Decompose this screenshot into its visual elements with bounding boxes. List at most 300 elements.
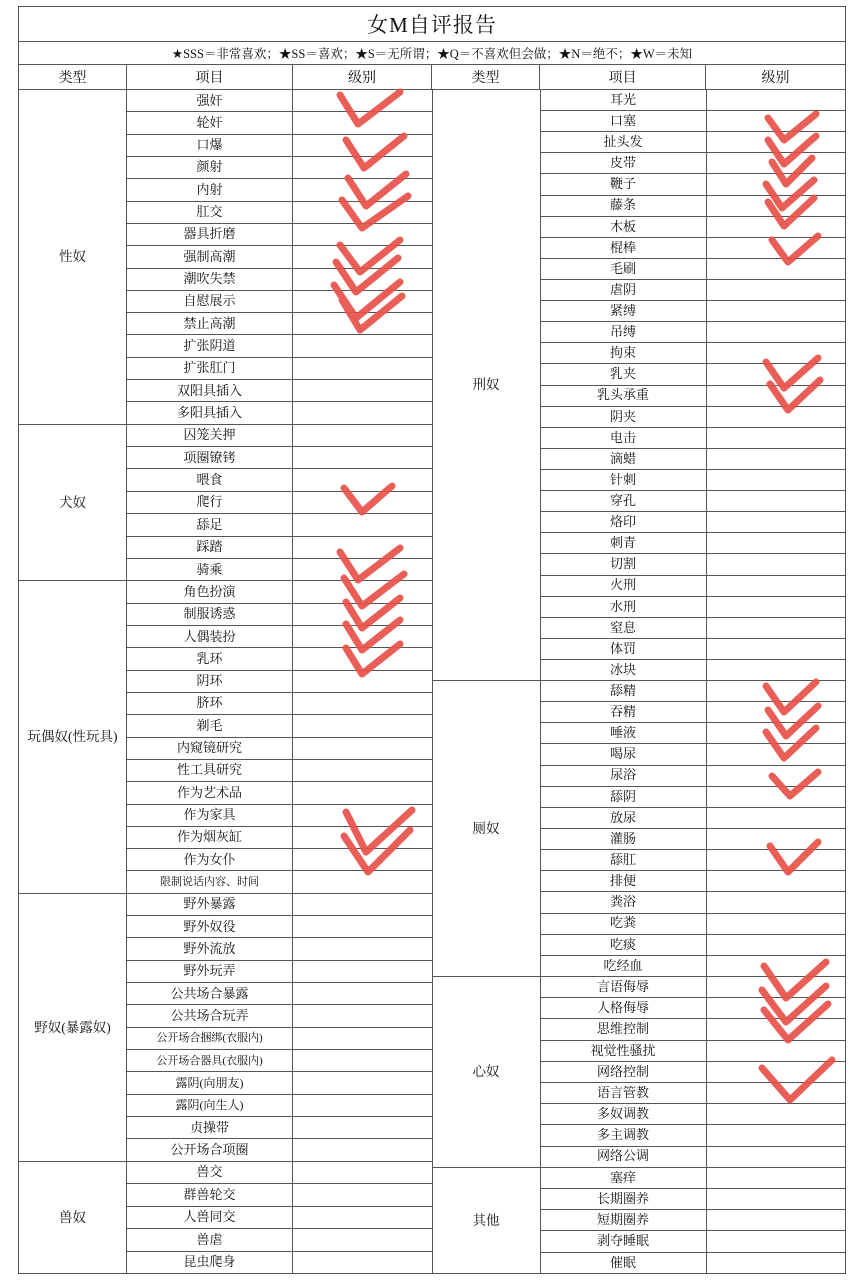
item-name-cell: 毛刷: [541, 259, 707, 279]
category-rows: [541, 90, 846, 680]
table-row: [127, 961, 432, 983]
level-cell[interactable]: [293, 1117, 432, 1138]
table-row: [541, 1083, 846, 1104]
level-cell[interactable]: [293, 671, 432, 692]
table-row: [541, 1168, 846, 1189]
level-cell[interactable]: [707, 871, 846, 891]
category-rows: [127, 90, 432, 424]
table-row: [541, 744, 846, 765]
category-type-cell: 兽奴: [19, 1162, 127, 1273]
level-cell[interactable]: [707, 322, 846, 342]
table-row: [541, 1019, 846, 1040]
table-row: [127, 246, 432, 268]
table-row: [127, 894, 432, 916]
level-cell[interactable]: [707, 238, 846, 258]
level-cell[interactable]: [293, 1050, 432, 1071]
table-row: [541, 470, 846, 491]
header-type-right: 类型: [432, 65, 540, 89]
table-row: [541, 850, 846, 871]
level-cell[interactable]: [707, 491, 846, 511]
item-name-cell: 扩张肛门: [127, 358, 293, 379]
level-cell[interactable]: [707, 1062, 846, 1082]
item-name-cell: 短期圈养: [541, 1210, 707, 1230]
table-row: [541, 217, 846, 238]
level-cell[interactable]: [293, 938, 432, 959]
table-row: [127, 715, 432, 737]
table-row: [541, 301, 846, 322]
table-row: [541, 428, 846, 449]
item-name-cell: 扩张阴道: [127, 335, 293, 356]
level-cell[interactable]: [707, 1019, 846, 1039]
table-row: [127, 425, 432, 447]
level-cell[interactable]: [707, 829, 846, 849]
category-type-cell: 厕奴: [433, 681, 541, 976]
table-row: [127, 1139, 432, 1160]
level-cell[interactable]: [293, 447, 432, 468]
item-name-cell: 野外暴露: [127, 894, 293, 915]
legend-row: [19, 42, 845, 65]
item-name-cell: 兽交: [127, 1162, 293, 1183]
item-name-cell: 人兽同交: [127, 1207, 293, 1228]
level-cell[interactable]: [293, 894, 432, 915]
level-cell[interactable]: [707, 850, 846, 870]
table-row: [541, 1210, 846, 1231]
level-cell[interactable]: [293, 135, 432, 156]
level-cell[interactable]: [707, 259, 846, 279]
level-cell[interactable]: [707, 576, 846, 596]
level-cell[interactable]: [293, 581, 432, 602]
level-cell[interactable]: [707, 1041, 846, 1061]
item-name-cell: 棍棒: [541, 238, 707, 258]
level-cell[interactable]: [707, 111, 846, 131]
table-row: [541, 90, 846, 111]
level-cell[interactable]: [707, 174, 846, 194]
item-name-cell: 刺青: [541, 533, 707, 553]
table-row: [541, 322, 846, 343]
item-name-cell: 口塞: [541, 111, 707, 131]
category-rows: [127, 894, 432, 1161]
table-row: [541, 449, 846, 470]
level-cell[interactable]: [707, 1125, 846, 1145]
item-name-cell: 多阳具插入: [127, 402, 293, 423]
table-row: [127, 112, 432, 134]
item-name-cell: 吊缚: [541, 322, 707, 342]
level-cell[interactable]: [293, 425, 432, 446]
level-cell[interactable]: [293, 849, 432, 870]
table-row: [541, 1253, 846, 1273]
table-row: [127, 559, 432, 580]
table-row: [541, 829, 846, 850]
item-name-cell: 舔足: [127, 514, 293, 535]
level-cell[interactable]: [293, 402, 432, 423]
level-cell[interactable]: [293, 626, 432, 647]
item-name-cell: 虐阴: [541, 280, 707, 300]
level-cell[interactable]: [707, 1168, 846, 1188]
table-row: [541, 702, 846, 723]
level-cell[interactable]: [707, 1210, 846, 1230]
table-row: [541, 407, 846, 428]
table-row: [541, 597, 846, 618]
table-row: [541, 238, 846, 259]
table-row: [541, 892, 846, 913]
table-row: [541, 196, 846, 217]
level-cell[interactable]: [707, 343, 846, 363]
table-row: [541, 618, 846, 639]
item-name-cell: 排便: [541, 871, 707, 891]
item-name-cell: 针刺: [541, 470, 707, 490]
table-row: [541, 808, 846, 829]
item-name-cell: 乳夹: [541, 364, 707, 384]
level-cell[interactable]: [707, 217, 846, 237]
level-cell[interactable]: [293, 291, 432, 312]
level-cell[interactable]: [707, 153, 846, 173]
level-cell[interactable]: [293, 961, 432, 982]
table-row: [541, 1147, 846, 1167]
item-name-cell: 器具折磨: [127, 224, 293, 245]
item-name-cell: 公开场合项圈: [127, 1139, 293, 1160]
level-cell[interactable]: [707, 301, 846, 321]
level-cell[interactable]: [293, 805, 432, 826]
level-cell[interactable]: [707, 744, 846, 764]
category-type-cell: 犬奴: [19, 425, 127, 581]
item-name-cell: 兽虐: [127, 1229, 293, 1250]
category-rows: [127, 1162, 432, 1273]
level-cell[interactable]: [707, 808, 846, 828]
table-row: [127, 1117, 432, 1139]
level-cell[interactable]: [707, 618, 846, 638]
level-cell[interactable]: [293, 269, 432, 290]
category-type-cell: 其他: [433, 1168, 541, 1273]
item-name-cell: 耳光: [541, 90, 707, 110]
item-name-cell: 轮奸: [127, 112, 293, 133]
level-cell[interactable]: [707, 386, 846, 406]
table-row: [127, 1207, 432, 1229]
level-cell[interactable]: [293, 1252, 432, 1273]
level-cell[interactable]: [707, 723, 846, 743]
table-row: [127, 849, 432, 871]
table-row: [127, 380, 432, 402]
item-name-cell: 露阴(向朋友): [127, 1072, 293, 1093]
item-name-cell: 藤条: [541, 196, 707, 216]
item-name-cell: 催眠: [541, 1253, 707, 1273]
table-row: [541, 576, 846, 597]
level-cell[interactable]: [293, 827, 432, 848]
category-rows: [541, 977, 846, 1167]
level-cell[interactable]: [293, 1028, 432, 1049]
table-row: [127, 1005, 432, 1027]
item-name-cell: 长期圈养: [541, 1189, 707, 1209]
table-row: [541, 681, 846, 702]
level-cell[interactable]: [707, 1104, 846, 1124]
table-row: [127, 1095, 432, 1117]
item-name-cell: 贞操带: [127, 1117, 293, 1138]
item-name-cell: 作为艺术品: [127, 782, 293, 803]
item-name-cell: 皮带: [541, 153, 707, 173]
level-cell[interactable]: [293, 916, 432, 937]
level-cell[interactable]: [293, 492, 432, 513]
level-cell[interactable]: [293, 648, 432, 669]
level-cell[interactable]: [707, 428, 846, 448]
level-cell[interactable]: [293, 224, 432, 245]
table-row: [541, 1104, 846, 1125]
level-cell[interactable]: [293, 202, 432, 223]
table-row: [541, 723, 846, 744]
level-cell[interactable]: [293, 1162, 432, 1183]
category-rows: [541, 1168, 846, 1273]
level-cell[interactable]: [293, 246, 432, 267]
item-name-cell: 吞精: [541, 702, 707, 722]
category-rows: [127, 425, 432, 581]
table-row: [127, 805, 432, 827]
table-row: [127, 179, 432, 201]
table-row: [541, 491, 846, 512]
item-name-cell: 紧缚: [541, 301, 707, 321]
category-group: [433, 1168, 846, 1273]
level-cell[interactable]: [707, 196, 846, 216]
level-cell[interactable]: [707, 892, 846, 912]
item-name-cell: 项圈镣铐: [127, 447, 293, 468]
rating-legend: ★SSS＝非常喜欢；★SS＝喜欢；★S＝无所谓；★Q＝不喜欢但会做；★N＝绝不；★W＝未知: [171, 47, 693, 61]
level-cell[interactable]: [707, 90, 846, 110]
table-row: [127, 626, 432, 648]
table-row: [541, 956, 846, 976]
level-cell[interactable]: [293, 112, 432, 133]
item-name-cell: 喂食: [127, 469, 293, 490]
item-name-cell: 舔阴: [541, 787, 707, 807]
item-name-cell: 制服诱惑: [127, 604, 293, 625]
table-row: [127, 447, 432, 469]
table-row: [541, 1041, 846, 1062]
level-cell[interactable]: [707, 364, 846, 384]
level-cell[interactable]: [293, 537, 432, 558]
item-name-cell: 塞痒: [541, 1168, 707, 1188]
table-row: [541, 386, 846, 407]
item-name-cell: 自慰展示: [127, 291, 293, 312]
item-name-cell: 扯头发: [541, 132, 707, 152]
level-cell[interactable]: [707, 1147, 846, 1167]
table-row: [127, 291, 432, 313]
level-cell[interactable]: [293, 1207, 432, 1228]
item-name-cell: 作为烟灰缸: [127, 827, 293, 848]
table-row: [541, 914, 846, 935]
table-row: [541, 787, 846, 808]
item-name-cell: 昆虫爬身: [127, 1252, 293, 1273]
level-cell[interactable]: [707, 280, 846, 300]
level-cell[interactable]: [707, 470, 846, 490]
item-name-cell: 作为女仆: [127, 849, 293, 870]
level-cell[interactable]: [707, 533, 846, 553]
category-rows: [127, 581, 432, 892]
level-cell[interactable]: [293, 179, 432, 200]
level-cell[interactable]: [293, 1139, 432, 1160]
table-row: [127, 135, 432, 157]
item-name-cell: 舔肛: [541, 850, 707, 870]
level-cell[interactable]: [707, 1189, 846, 1209]
table-row: [541, 132, 846, 153]
table-row: [127, 1162, 432, 1184]
table-row: [127, 983, 432, 1005]
level-cell[interactable]: [707, 998, 846, 1018]
level-cell[interactable]: [707, 660, 846, 680]
level-cell[interactable]: [707, 766, 846, 786]
table-row: [541, 554, 846, 575]
table-row: [127, 671, 432, 693]
category-type-cell: 性奴: [19, 90, 127, 424]
level-cell[interactable]: [293, 760, 432, 781]
item-name-cell: 囚笼关押: [127, 425, 293, 446]
item-name-cell: 放尿: [541, 808, 707, 828]
item-name-cell: 公开场合器具(衣服内): [127, 1050, 293, 1071]
level-cell[interactable]: [707, 597, 846, 617]
right-column: [433, 90, 846, 1273]
level-cell[interactable]: [707, 977, 846, 997]
header-item-left: 项目: [127, 65, 293, 89]
item-name-cell: 公共场合玩弄: [127, 1005, 293, 1026]
level-cell[interactable]: [707, 639, 846, 659]
item-name-cell: 滴蜡: [541, 449, 707, 469]
item-name-cell: 窒息: [541, 618, 707, 638]
table-row: [541, 174, 846, 195]
table-row: [127, 1184, 432, 1206]
level-cell[interactable]: [293, 715, 432, 736]
level-cell[interactable]: [293, 693, 432, 714]
level-cell[interactable]: [293, 1095, 432, 1116]
table-row: [127, 313, 432, 335]
level-cell[interactable]: [707, 512, 846, 532]
item-name-cell: 舔精: [541, 681, 707, 701]
item-name-cell: 肛交: [127, 202, 293, 223]
level-cell[interactable]: [293, 604, 432, 625]
level-cell[interactable]: [293, 782, 432, 803]
header-item-right: 项目: [540, 65, 706, 89]
level-cell[interactable]: [293, 157, 432, 178]
category-rows: [541, 681, 846, 976]
table-row: [127, 782, 432, 804]
table-row: [541, 343, 846, 364]
level-cell[interactable]: [293, 1072, 432, 1093]
header-level-left: 级别: [293, 65, 432, 89]
table-row: [127, 90, 432, 112]
table-row: [127, 202, 432, 224]
category-group: [19, 1162, 432, 1273]
item-name-cell: 喝尿: [541, 744, 707, 764]
item-name-cell: 木板: [541, 217, 707, 237]
level-cell[interactable]: [707, 554, 846, 574]
item-name-cell: 内窥镜研究: [127, 738, 293, 759]
level-cell[interactable]: [707, 935, 846, 955]
item-name-cell: 骑乘: [127, 559, 293, 580]
title-row: [19, 7, 845, 42]
level-cell[interactable]: [293, 90, 432, 111]
item-name-cell: 双阳具插入: [127, 380, 293, 401]
table-row: [127, 537, 432, 559]
category-group: [19, 894, 432, 1162]
level-cell[interactable]: [293, 380, 432, 401]
level-cell[interactable]: [293, 983, 432, 1004]
level-cell[interactable]: [707, 1253, 846, 1273]
table-header-row: [19, 65, 845, 90]
level-cell[interactable]: [293, 469, 432, 490]
table-row: [541, 766, 846, 787]
table-row: [541, 639, 846, 660]
level-cell[interactable]: [293, 358, 432, 379]
item-name-cell: 切割: [541, 554, 707, 574]
item-name-cell: 脐环: [127, 693, 293, 714]
table-row: [127, 604, 432, 626]
item-name-cell: 思维控制: [541, 1019, 707, 1039]
table-row: [127, 224, 432, 246]
level-cell[interactable]: [293, 1229, 432, 1250]
table-row: [541, 998, 846, 1019]
level-cell[interactable]: [293, 1005, 432, 1026]
level-cell[interactable]: [707, 1083, 846, 1103]
category-type-cell: 心奴: [433, 977, 541, 1167]
table-row: [541, 977, 846, 998]
level-cell[interactable]: [293, 738, 432, 759]
item-name-cell: 踩踏: [127, 537, 293, 558]
table-row: [127, 1028, 432, 1050]
item-name-cell: 群兽轮交: [127, 1184, 293, 1205]
level-cell[interactable]: [707, 956, 846, 976]
table-row: [541, 1231, 846, 1252]
table-row: [127, 335, 432, 357]
item-name-cell: 作为家具: [127, 805, 293, 826]
level-cell[interactable]: [707, 132, 846, 152]
item-name-cell: 露阴(向生人): [127, 1095, 293, 1116]
level-cell[interactable]: [707, 681, 846, 701]
item-name-cell: 火刑: [541, 576, 707, 596]
item-name-cell: 阴环: [127, 671, 293, 692]
table-row: [127, 1252, 432, 1273]
self-assessment-table: [18, 6, 846, 1274]
category-group: [19, 90, 432, 425]
table-row: [541, 533, 846, 554]
level-cell[interactable]: [293, 514, 432, 535]
table-row: [127, 871, 432, 892]
item-name-cell: 人偶装扮: [127, 626, 293, 647]
level-cell[interactable]: [707, 787, 846, 807]
level-cell[interactable]: [293, 1184, 432, 1205]
item-name-cell: 野外玩弄: [127, 961, 293, 982]
item-name-cell: 网络控制: [541, 1062, 707, 1082]
level-cell[interactable]: [293, 559, 432, 580]
level-cell[interactable]: [707, 407, 846, 427]
category-group: [433, 977, 846, 1168]
item-name-cell: 人格侮辱: [541, 998, 707, 1018]
item-name-cell: 视觉性骚扰: [541, 1041, 707, 1061]
item-name-cell: 公共场合暴露: [127, 983, 293, 1004]
level-cell[interactable]: [293, 335, 432, 356]
level-cell[interactable]: [293, 313, 432, 334]
level-cell[interactable]: [707, 702, 846, 722]
table-row: [541, 660, 846, 680]
item-name-cell: 颜射: [127, 157, 293, 178]
category-type-cell: 玩偶奴(性玩具): [19, 581, 127, 892]
table-row: [541, 259, 846, 280]
header-level-right: 级别: [761, 71, 790, 86]
level-cell[interactable]: [293, 871, 432, 892]
level-cell[interactable]: [707, 449, 846, 469]
item-name-cell: 电击: [541, 428, 707, 448]
level-cell[interactable]: [707, 1231, 846, 1251]
item-name-cell: 言语侮辱: [541, 977, 707, 997]
item-name-cell: 内射: [127, 179, 293, 200]
table-row: [541, 935, 846, 956]
item-name-cell: 剥夺睡眠: [541, 1231, 707, 1251]
table-row: [541, 512, 846, 533]
level-cell[interactable]: [707, 914, 846, 934]
item-name-cell: 禁止高潮: [127, 313, 293, 334]
